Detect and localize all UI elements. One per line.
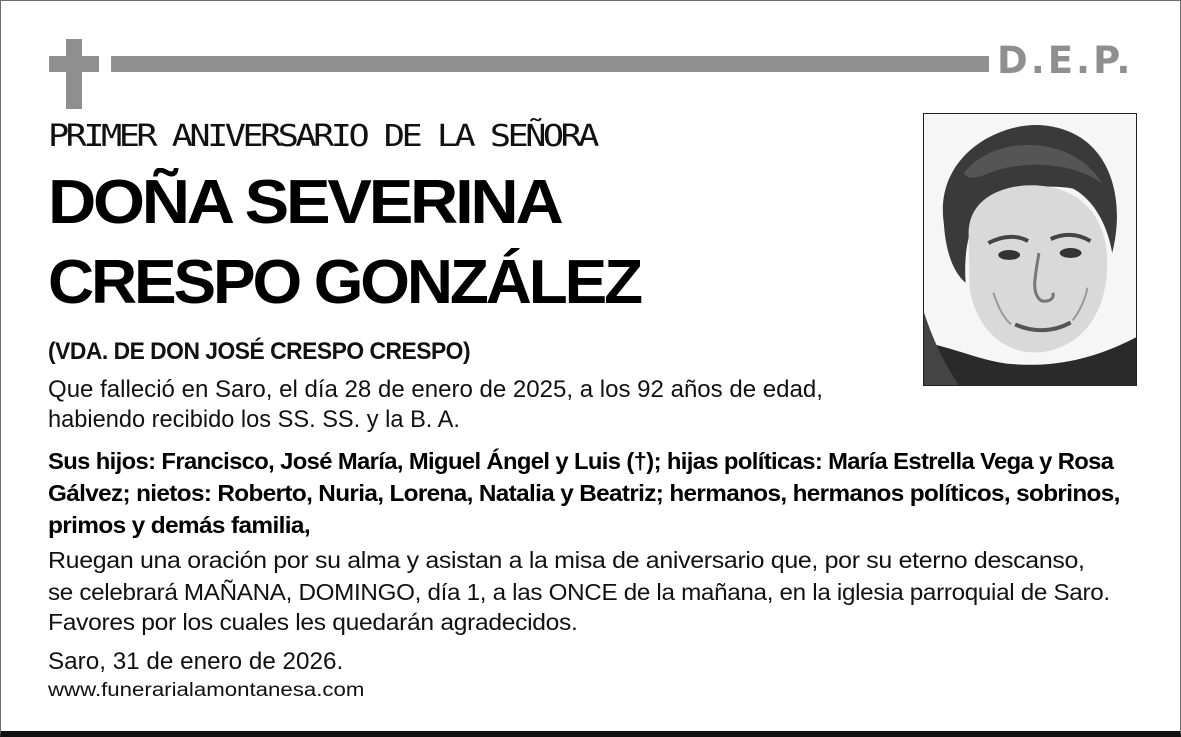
- death-details-line2: habiendo recibido los SS. SS. y la B. A.: [48, 406, 460, 433]
- request-line2: se celebrará MAÑANA, DOMINGO, día 1, a las ONCE de la mañana, en la iglesia parroquial de Saro.: [48, 579, 1110, 605]
- family-line3: primos y demás familia,: [48, 512, 310, 538]
- death-details-line1: Que falleció en Saro, el día 28 de enero de 2025, a los 92 años de edad,: [48, 376, 823, 403]
- deceased-name-line1: DOÑA SEVERINA: [48, 168, 561, 237]
- family-line1: Sus hijos: Francisco, José María, Miguel Ángel y Luis (†); hijas políticas: María Estrella Vega y Rosa: [48, 448, 1114, 474]
- request-line1: Ruegan una oración por su alma y asistan a la misa de aniversario que, por su eterno descanso,: [48, 547, 1085, 573]
- anniversary-intro: PRIMER ANIVERSARIO DE LA SEÑORA: [48, 119, 596, 154]
- website-link[interactable]: www.funerarialamontanesa.com: [48, 680, 365, 701]
- place-date: Saro, 31 de enero de 2026.: [48, 648, 344, 675]
- deceased-name-line2: CRESPO GONZÁLEZ: [48, 248, 641, 317]
- cross-icon: [49, 39, 99, 109]
- deceased-photo: [923, 113, 1137, 386]
- header-rule: [111, 56, 989, 72]
- dep-label: D.E.P.: [997, 39, 1134, 82]
- request-line3: Favores por los cuales les quedarán agradecidos.: [48, 609, 578, 635]
- family-line2: Gálvez; nietos: Roberto, Nuria, Lorena, Natalia y Beatriz; hermanos, hermanos políticos, sobrinos,: [48, 480, 1120, 506]
- widow-of: (VDA. DE DON JOSÉ CRESPO CRESPO): [48, 338, 471, 365]
